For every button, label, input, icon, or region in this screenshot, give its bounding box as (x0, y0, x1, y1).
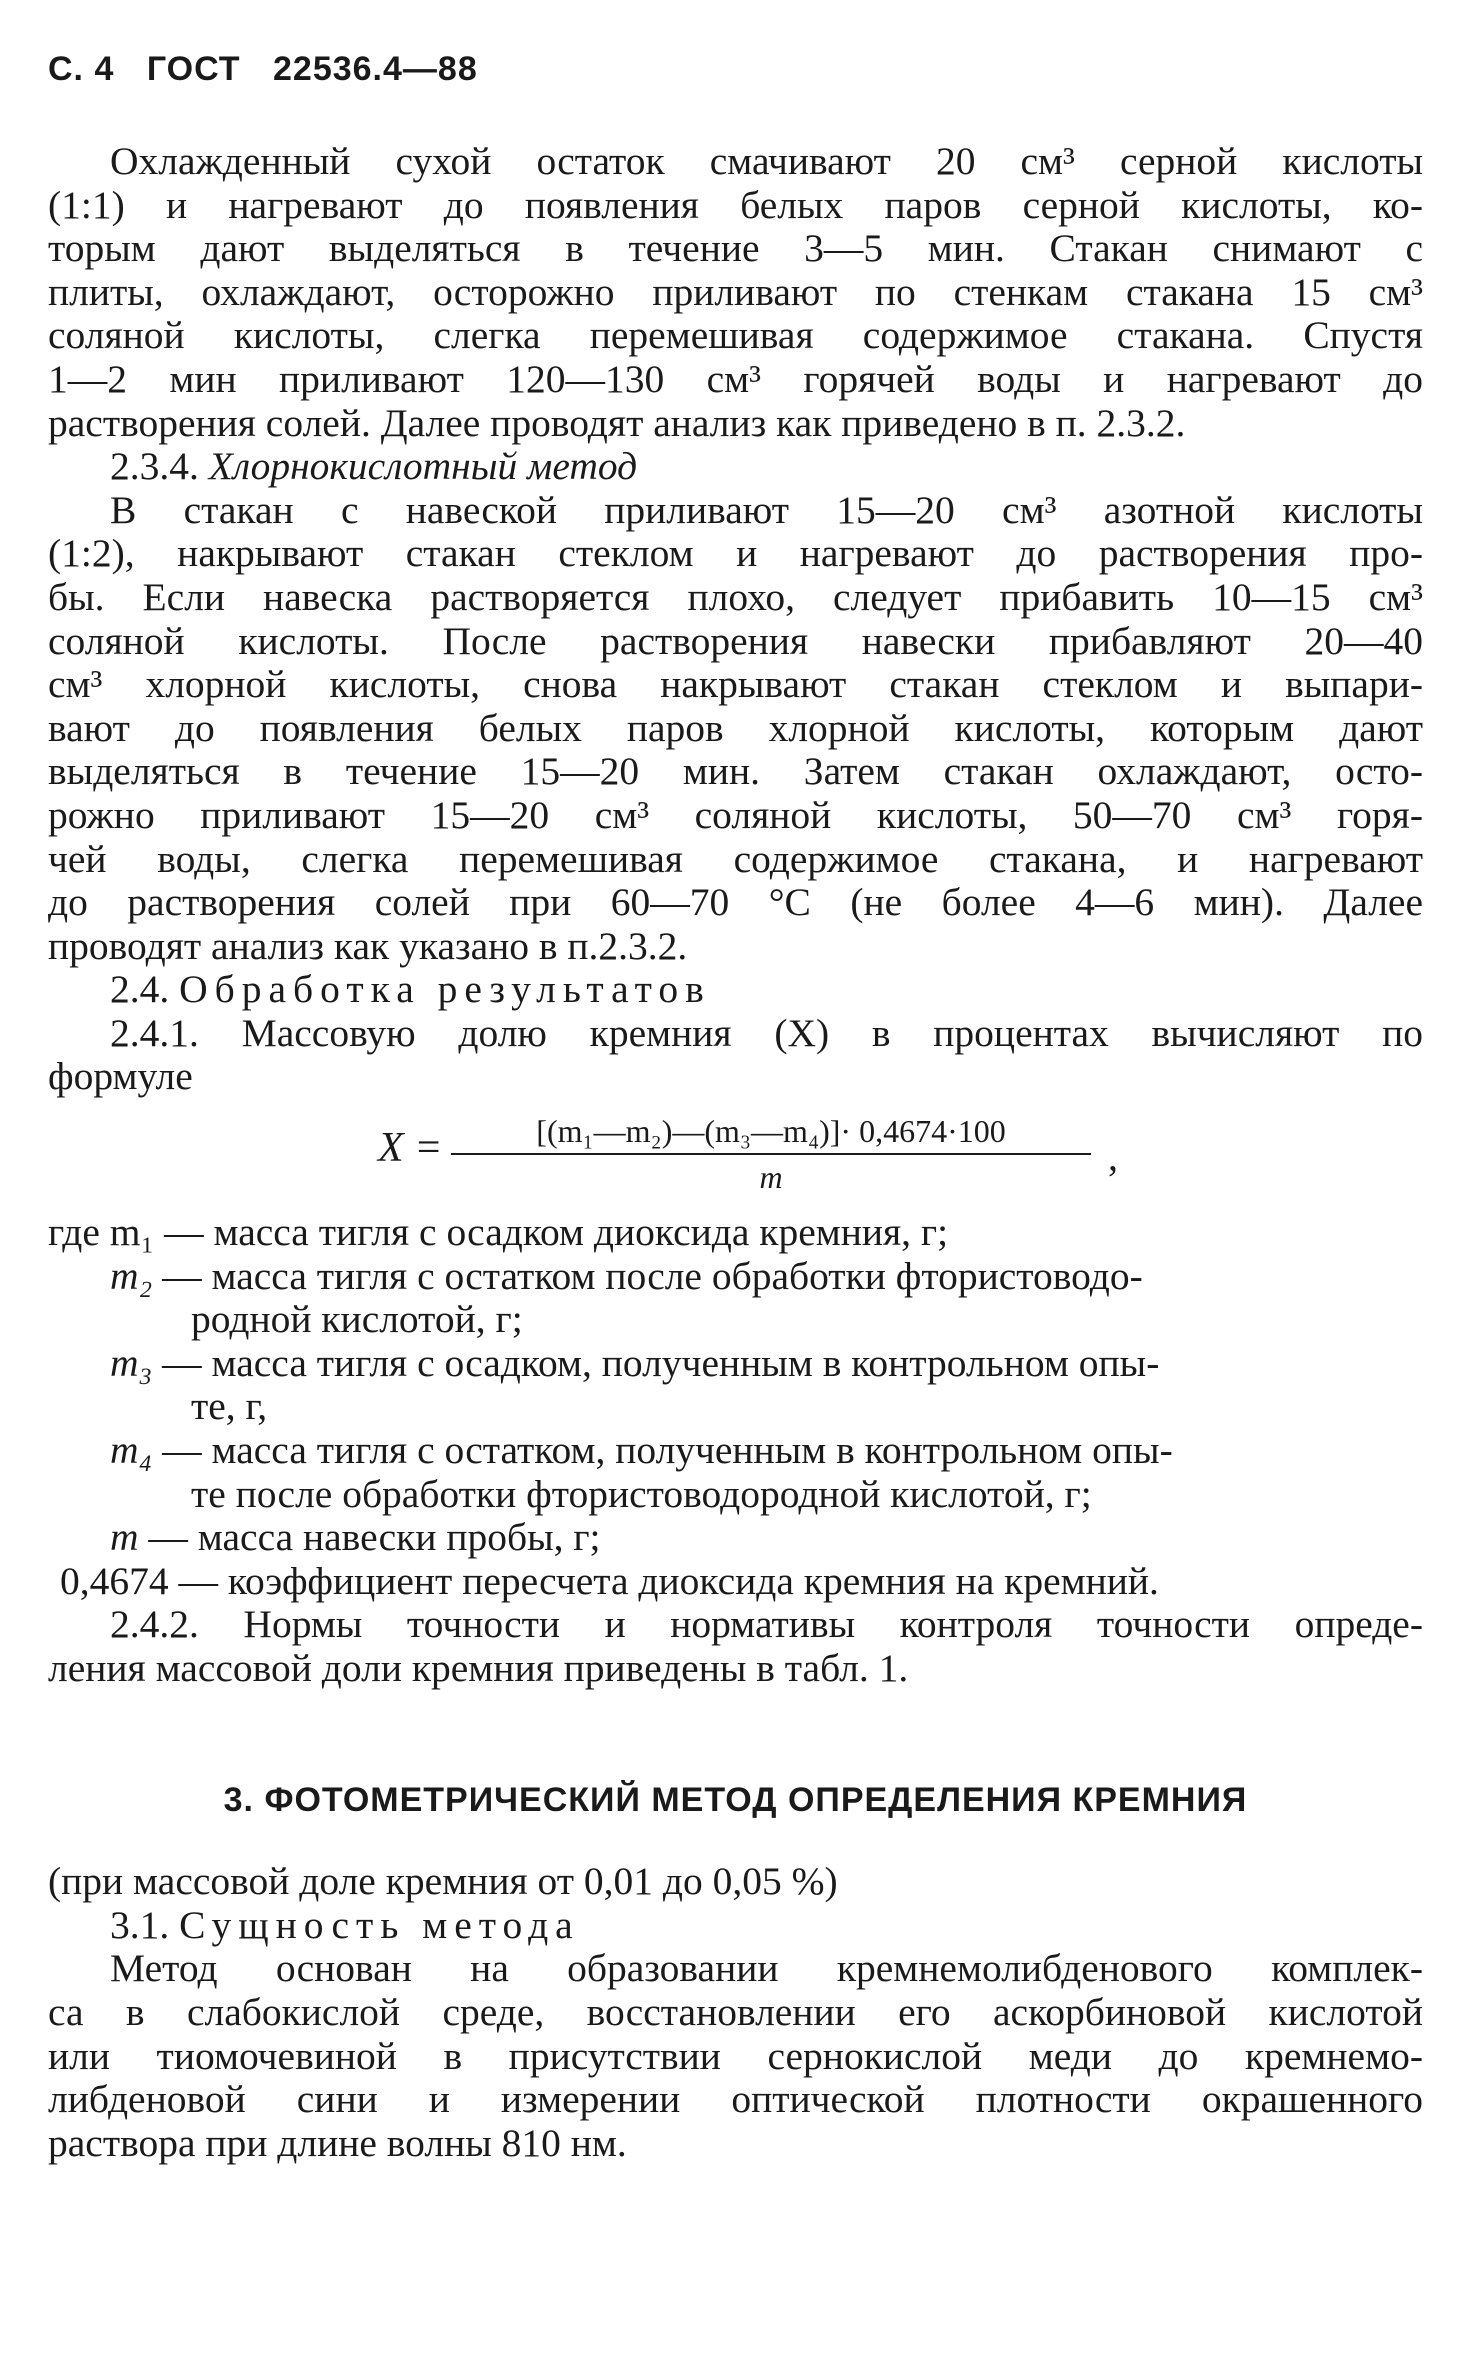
text-line: формуле (48, 1054, 193, 1099)
standard-number: 22536.4—88 (273, 50, 478, 88)
definition-line (48, 1255, 1423, 1299)
subsection-2-3-4-heading (48, 445, 1423, 489)
page-header (48, 50, 500, 89)
definition-text: — масса тигля с осадком диоксида кремния, г; (164, 1210, 949, 1255)
definition-text: — коэффициент пересчета диоксида кремния на кремний. (178, 1558, 1159, 1603)
subsection-3-1-heading (48, 1904, 1423, 1948)
definition-text: те после обработки фтористоводородной кислотой, г; (191, 1471, 1092, 1516)
formula-lhs: X = (378, 1125, 443, 1172)
definition-line (48, 1516, 1423, 1560)
text-line: 2.4.2. Нормы точности и нормативы контроля точности опреде- (110, 1602, 1423, 1647)
page-number: С. 4 (48, 50, 115, 88)
formula-fraction (451, 1111, 1091, 1195)
text-line: соляной кислоты. После растворения навески прибавляют 20—40 (48, 618, 1423, 663)
text-line: вают до появления белых паров хлорной кислоты, которым дают (48, 705, 1423, 750)
text-line: (1:1) и нагревают до появления белых паров серной кислоты, ко- (48, 182, 1423, 227)
definition-symbol: 0,4674 (60, 1558, 169, 1603)
text-line: 2.4.1. Массовую долю кремния (X) в процентах вычисляют по (110, 1010, 1423, 1055)
subsection-number: 2.3.4. (110, 444, 199, 489)
text-line: выделяться в течение 15—20 мин. Затем стакан охлаждают, осто- (48, 749, 1423, 794)
subsection-number: 3.1. (110, 1902, 170, 1947)
paragraph-2-4-2 (48, 1603, 1423, 1690)
definition-symbol: где m₁ (48, 1210, 155, 1255)
definition-symbol: m₄ (110, 1428, 153, 1473)
formula-denominator: m (759, 1159, 783, 1196)
section-3-subtitle: (при массовой доле кремния от 0,01 до 0,05 %) (48, 1859, 838, 1904)
text-line: са в слабокислой среде, восстановлении его аскорбиновой кислотой (48, 1989, 1423, 2034)
definition-line (48, 1385, 1423, 1429)
definition-text: — масса тигля с остатком после обработки фтористоводо- (162, 1253, 1143, 1298)
text-line: соляной кислоты, слегка перемешивая содержимое стакана. Спустя (48, 313, 1423, 358)
definition-text: — масса тигля с остатком, полученным в контрольном опы- (162, 1428, 1173, 1473)
definition-line (48, 1429, 1423, 1473)
paragraph-2-4-1 (48, 1012, 1423, 1099)
text-line: Охлажденный сухой остаток смачивают 20 см³ серной кислоты (110, 139, 1423, 183)
definition-line (48, 1342, 1423, 1386)
fraction-bar (451, 1153, 1091, 1155)
formula-numerator: [(m₁—m₂)—(m₃—m₄)]· 0,4674·100 (536, 1113, 1006, 1150)
definition-text: родной кислотой, г; (191, 1297, 523, 1342)
text-line: раствора при длине волны 810 нм. (48, 2120, 627, 2165)
text-line: рожно приливают 15—20 см³ соляной кислоты, 50—70 см³ горя- (48, 792, 1423, 837)
standard-label: ГОСТ (146, 50, 241, 88)
text-line: торым дают выделяться в течение 3—5 мин. Стакан снимают с (48, 226, 1423, 271)
definition-text: — масса тигля с осадком, полученным в контрольном опы- (162, 1340, 1160, 1385)
silicon-formula (48, 1105, 1423, 1205)
definition-text: те, г, (191, 1384, 268, 1429)
symbol-definitions (48, 1211, 1423, 1603)
subsection-2-4-heading (48, 968, 1423, 1012)
text-line: ления массовой доли кремния приведены в табл. 1. (48, 1646, 909, 1690)
text-line: плиты, охлаждают, осторожно приливают по стенкам стакана 15 см³ (48, 269, 1423, 314)
definition-line (48, 1211, 1423, 1255)
definition-symbol: m₂ (110, 1253, 153, 1298)
definition-line (48, 1298, 1423, 1342)
formula-comma: , (1108, 1134, 1118, 1180)
section-3-heading: 3. ФОТОМЕТРИЧЕСКИЙ МЕТОД ОПРЕДЕЛЕНИЯ КРЕМНИЯ (223, 1780, 1248, 1819)
paragraph-dry-residue (48, 140, 1423, 445)
text-line: 1—2 мин приливают 120—130 см³ горячей воды и нагревают до (48, 356, 1423, 401)
subsection-title: Обработка результатов (179, 967, 711, 1012)
document-body (48, 140, 1423, 2165)
text-line: или тиомочевиной в присутствии сернокислой меди до кремнемо- (48, 2033, 1423, 2078)
text-line: чей воды, слегка перемешивая содержимое стакана, и нагревают (48, 836, 1423, 881)
text-line: проводят анализ как указано в п.2.3.2. (48, 923, 688, 968)
definition-symbol: m (110, 1515, 139, 1560)
paragraph-method-essence (48, 1947, 1423, 2165)
subsection-title: Хлорнокислотный метод (208, 444, 638, 489)
text-line: растворения солей. Далее проводят анализ как приведено в п. 2.3.2. (48, 400, 1186, 445)
subsection-number: 2.4. (110, 967, 170, 1012)
text-line: до растворения солей при 60—70 °С (не более 4—6 мин). Далее (48, 880, 1423, 925)
paragraph-perchloric-method (48, 489, 1423, 969)
definition-text: — масса навески пробы, г; (148, 1515, 601, 1560)
text-line: Метод основан на образовании кремнемолибденового комплек- (110, 1946, 1423, 1991)
definition-line (48, 1473, 1423, 1517)
subsection-title: Сущность метода (179, 1902, 580, 1947)
text-line: (1:2), накрывают стакан стеклом и нагревают до растворения про- (48, 531, 1423, 576)
text-line: либденовой сини и измерении оптической плотности окрашенного (48, 2077, 1423, 2122)
definition-line (48, 1560, 1423, 1604)
definition-symbol: m₃ (110, 1340, 153, 1385)
text-line: см³ хлорной кислоты, снова накрывают стакан стеклом и выпари- (48, 662, 1423, 707)
text-line: бы. Если навеска растворяется плохо, следует прибавить 10—15 см³ (48, 574, 1423, 619)
text-line: В стакан с навеской приливают 15—20 см³ азотной кислоты (110, 487, 1423, 532)
